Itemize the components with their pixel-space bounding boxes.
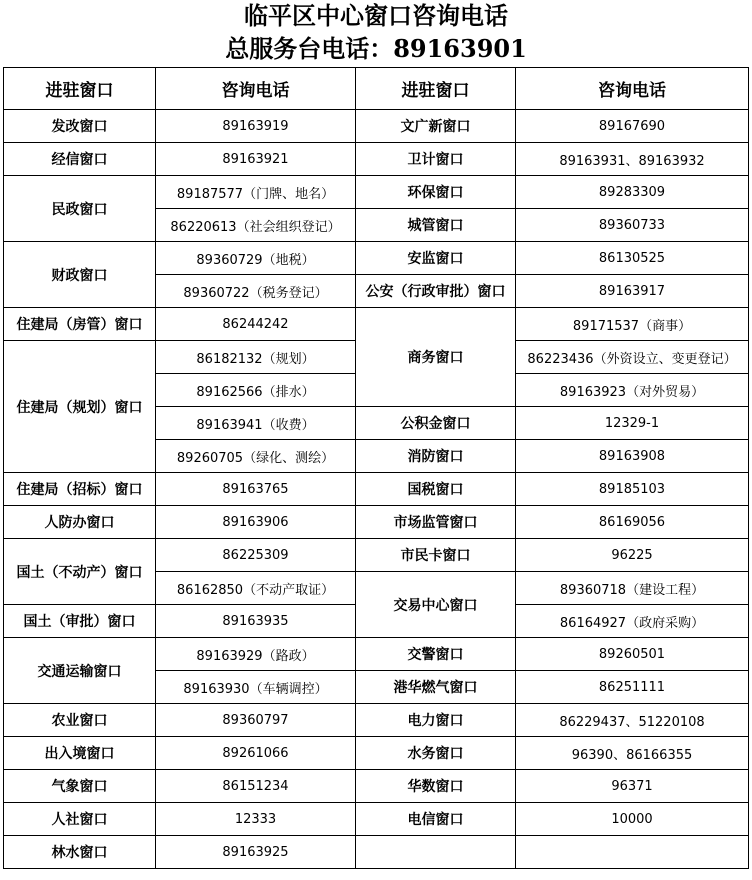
window-name: 住建局（房管）窗口 xyxy=(4,308,156,341)
phone-number: 96371 xyxy=(516,770,749,803)
window-name: 人社窗口 xyxy=(4,803,156,836)
phone-number: 89171537（商事） xyxy=(516,308,749,341)
table-row xyxy=(4,803,749,836)
table-row xyxy=(4,770,749,803)
phone-number: 89163930（车辆调控） xyxy=(156,671,356,704)
window-name: 华数窗口 xyxy=(356,770,516,803)
empty-cell xyxy=(356,836,516,869)
phone-number: 89283309 xyxy=(516,176,749,209)
phone-number: 86169056 xyxy=(516,506,749,539)
window-name: 水务窗口 xyxy=(356,737,516,770)
window-name: 出入境窗口 xyxy=(4,737,156,770)
table-row xyxy=(4,737,749,770)
window-name: 国土（不动产）窗口 xyxy=(4,539,156,605)
phone-number: 96390、86166355 xyxy=(516,737,749,770)
phone-number: 86225309 xyxy=(156,539,356,572)
table-row xyxy=(4,638,749,671)
window-name: 国土（审批）窗口 xyxy=(4,605,156,638)
window-name: 卫计窗口 xyxy=(356,143,516,176)
phone-number: 89167690 xyxy=(516,110,749,143)
phone-number: 89163925 xyxy=(156,836,356,869)
window-name: 农业窗口 xyxy=(4,704,156,737)
table-header-row xyxy=(4,68,749,110)
window-name: 公安（行政审批）窗口 xyxy=(356,275,516,308)
header-phone-left: 咨询电话 xyxy=(156,68,356,110)
phone-number: 86130525 xyxy=(516,242,749,275)
table-row xyxy=(4,308,749,341)
window-name: 交通运输窗口 xyxy=(4,638,156,704)
phone-number: 89163935 xyxy=(156,605,356,638)
phone-number: 86151234 xyxy=(156,770,356,803)
phone-number: 89260501 xyxy=(516,638,749,671)
phone-number: 89260705（绿化、测绘） xyxy=(156,440,356,473)
phone-number: 89163765 xyxy=(156,473,356,506)
phone-number: 89163917 xyxy=(516,275,749,308)
window-name: 市场监管窗口 xyxy=(356,506,516,539)
table-row xyxy=(4,176,749,209)
table-row xyxy=(4,836,749,869)
window-name: 电力窗口 xyxy=(356,704,516,737)
phone-number: 86244242 xyxy=(156,308,356,341)
phone-number: 89360729（地税） xyxy=(156,242,356,275)
window-name: 安监窗口 xyxy=(356,242,516,275)
phone-number: 89163923（对外贸易） xyxy=(516,374,749,407)
phone-number: 89360718（建设工程） xyxy=(516,572,749,605)
window-name: 人防办窗口 xyxy=(4,506,156,539)
window-name: 公积金窗口 xyxy=(356,407,516,440)
window-name: 市民卡窗口 xyxy=(356,539,516,572)
window-name: 文广新窗口 xyxy=(356,110,516,143)
phone-number: 89360733 xyxy=(516,209,749,242)
phone-number: 89163908 xyxy=(516,440,749,473)
window-name: 经信窗口 xyxy=(4,143,156,176)
phone-number: 12329-1 xyxy=(516,407,749,440)
window-name: 财政窗口 xyxy=(4,242,156,308)
window-name: 消防窗口 xyxy=(356,440,516,473)
phone-number: 86251111 xyxy=(516,671,749,704)
phone-number: 86162850（不动产取证） xyxy=(156,572,356,605)
window-name: 民政窗口 xyxy=(4,176,156,242)
window-name: 电信窗口 xyxy=(356,803,516,836)
phone-number: 89163941（收费） xyxy=(156,407,356,440)
contact-table xyxy=(3,67,749,869)
phone-number: 89163929（路政） xyxy=(156,638,356,671)
window-name: 商务窗口 xyxy=(356,308,516,407)
table-row xyxy=(4,110,749,143)
phone-number: 96225 xyxy=(516,539,749,572)
header-phone-right: 咨询电话 xyxy=(516,68,749,110)
phone-number: 86220613（社会组织登记） xyxy=(156,209,356,242)
table-row xyxy=(4,143,749,176)
window-name: 环保窗口 xyxy=(356,176,516,209)
hotline-title: 总服务台电话：89163901 xyxy=(225,34,527,63)
phone-number: 89163931、89163932 xyxy=(516,143,749,176)
window-name: 港华燃气窗口 xyxy=(356,671,516,704)
phone-number: 86229437、51220108 xyxy=(516,704,749,737)
window-name: 住建局（招标）窗口 xyxy=(4,473,156,506)
window-name: 住建局（规划）窗口 xyxy=(4,341,156,473)
page-title: 临平区中心窗口咨询电话 xyxy=(244,1,508,30)
phone-number: 89163919 xyxy=(156,110,356,143)
window-name: 发改窗口 xyxy=(4,110,156,143)
window-name: 城管窗口 xyxy=(356,209,516,242)
table-row xyxy=(4,506,749,539)
phone-number: 86164927（政府采购） xyxy=(516,605,749,638)
empty-cell xyxy=(516,836,749,869)
phone-number: 89360722（税务登记） xyxy=(156,275,356,308)
phone-number: 89185103 xyxy=(516,473,749,506)
header-window-right: 进驻窗口 xyxy=(356,68,516,110)
window-name: 国税窗口 xyxy=(356,473,516,506)
phone-number: 10000 xyxy=(516,803,749,836)
window-name: 林水窗口 xyxy=(4,836,156,869)
phone-number: 89360797 xyxy=(156,704,356,737)
table-row xyxy=(4,473,749,506)
phone-number: 89163921 xyxy=(156,143,356,176)
phone-number: 89187577（门牌、地名） xyxy=(156,176,356,209)
window-name: 交易中心窗口 xyxy=(356,572,516,638)
window-name: 交警窗口 xyxy=(356,638,516,671)
table-row xyxy=(4,242,749,275)
phone-number: 86182132（规划） xyxy=(156,341,356,374)
phone-number: 86223436（外资设立、变更登记） xyxy=(516,341,749,374)
phone-number: 89162566（排水） xyxy=(156,374,356,407)
phone-number: 89163906 xyxy=(156,506,356,539)
phone-number: 12333 xyxy=(156,803,356,836)
table-row xyxy=(4,704,749,737)
header-window-left: 进驻窗口 xyxy=(4,68,156,110)
table-row xyxy=(4,539,749,572)
window-name: 气象窗口 xyxy=(4,770,156,803)
phone-number: 89261066 xyxy=(156,737,356,770)
